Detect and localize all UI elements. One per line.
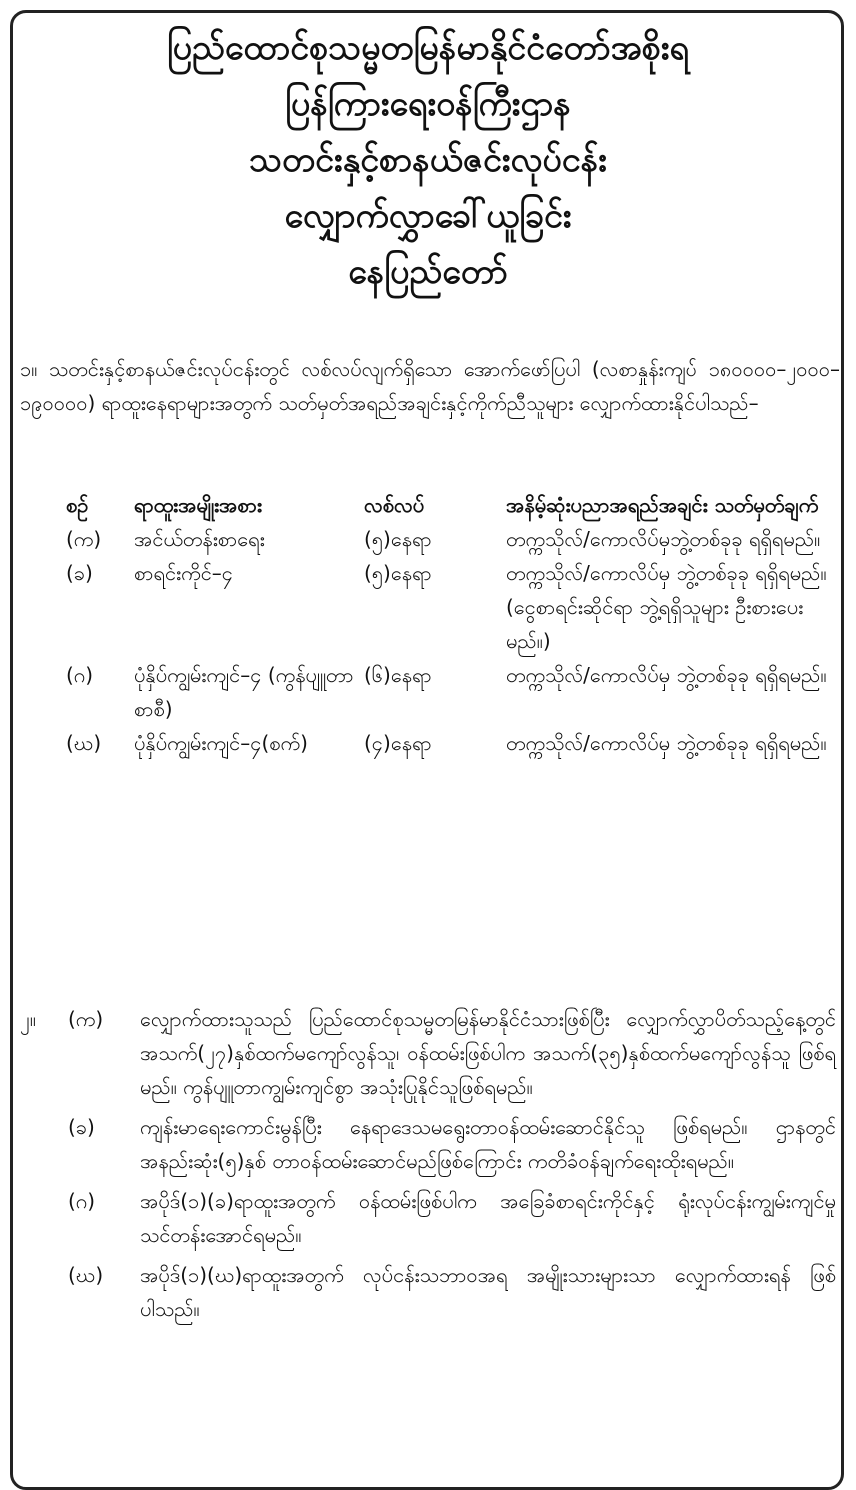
row-vacancy: (၅)နေရာ bbox=[364, 561, 432, 585]
row-no: (ဃ) bbox=[66, 731, 102, 755]
item-label: (က) bbox=[68, 1007, 104, 1031]
government-title: ပြည်ထောင်စုသမ္မတမြန်မာနိုင်ငံတော်အစိုးရ bbox=[166, 28, 690, 68]
row-post: ပုံနှိပ်ကျွမ်းကျင်–၄ (ကွန်ပျူတာစာစီ) bbox=[134, 663, 354, 721]
vacancy-table bbox=[66, 488, 836, 760]
item-label: (ဃ) bbox=[68, 1263, 104, 1287]
row-post: အင်ယ်တန်းစာရေး bbox=[134, 527, 265, 551]
row-vacancy: (၆)နေရာ bbox=[364, 663, 432, 687]
section-2-item bbox=[20, 1184, 840, 1252]
row-qualification: တက္ကသိုလ်/ကောလိပ်မှ ဘွဲ့တစ်ခုခု ရရှိရမည်။ bbox=[506, 731, 827, 755]
table-row bbox=[66, 522, 836, 556]
item-label: (ဂ) bbox=[68, 1189, 96, 1213]
section-number: ၂။ bbox=[20, 1007, 36, 1031]
row-qualification: တက္ကသိုလ်/ကောလိပ်မှဘွဲ့တစ်ခုခု ရရှိရမည်။ bbox=[506, 527, 821, 551]
row-no: (ဂ) bbox=[66, 663, 94, 687]
table-row bbox=[66, 556, 836, 658]
department-title: သတင်းနှင့်စာနယ်ဇင်းလုပ်ငန်း bbox=[249, 140, 607, 180]
intro-text: ၁။ သတင်းနှင့်စာနယ်ဇင်းလုပ်ငန်းတွင် လစ်လပ်လျက်ရှိသော အောက်ဖော်ပြပါ (လစာနှုန်းကျပ် ၁၈၀၀၀၀–၂၀၀၀–၁၉၀၀၀၀) ရာထူးနေရာများအတွက် သတ်မှတ်အရည်အချင်းနှင့်ကိုက်ညီသူများ လျှောက်ထားနိုင်ပါသည်– bbox=[20, 357, 840, 415]
section-2 bbox=[20, 1002, 840, 1326]
col-header-post: ရာထူးအမျိုးအစား bbox=[134, 493, 262, 517]
location-title: နေပြည်တော် bbox=[348, 252, 508, 292]
row-post: ပုံနှိပ်ကျွမ်းကျင်–၄(စက်) bbox=[134, 731, 308, 755]
row-qualification-text: တက္ကသိုလ်/ကောလိပ်မှ ဘွဲ့တစ်ခုခု ရရှိရမည်။ bbox=[506, 561, 827, 585]
table-header-row bbox=[66, 488, 836, 522]
item-text: အပိုဒ်(၁)(ဃ)ရာထူးအတွက် လုပ်ငန်းသဘာဝအရ အမျိုးသားများသာ လျှောက်ထားရန် ဖြစ်ပါသည်။ bbox=[140, 1263, 836, 1321]
notice-header bbox=[0, 20, 856, 300]
row-vacancy: (၄)နေရာ bbox=[364, 731, 432, 755]
row-no: (က) bbox=[66, 527, 102, 551]
row-qualification bbox=[506, 556, 836, 658]
section-2-item bbox=[20, 1110, 840, 1178]
row-post: စာရင်းကိုင်–၄ bbox=[134, 561, 234, 585]
table-row bbox=[66, 726, 836, 760]
intro-paragraph bbox=[20, 352, 840, 420]
row-no: (ခ) bbox=[66, 561, 93, 585]
col-header-qualification: အနိမ့်ဆုံးပညာအရည်အချင်း သတ်မှတ်ချက် bbox=[506, 493, 819, 517]
item-text: အပိုဒ်(၁)(ခ)ရာထူးအတွက် ဝန်ထမ်းဖြစ်ပါက အခြေခံစာရင်းကိုင်နှင့် ရုံးလုပ်ငန်းကျွမ်းကျင်မှု သင်တန်းအောင်ရမည်။ bbox=[140, 1189, 836, 1247]
notice-subject: လျှောက်လွှာခေါ်ယူခြင်း bbox=[284, 196, 572, 236]
row-qualification: တက္ကသိုလ်/ကောလိပ်မှ ဘွဲ့တစ်ခုခု ရရှိရမည်။ bbox=[506, 663, 827, 687]
row-vacancy: (၅)နေရာ bbox=[364, 527, 432, 551]
item-text: ကျန်းမာရေးကောင်းမွန်ပြီး နေရာဒေသမရွေးတာဝန်ထမ်းဆောင်နိုင်သူ ဖြစ်ရမည်။ ဌာနတွင် အနည်းဆုံး(၅)နှစ် တာဝန်ထမ်းဆောင်မည်ဖြစ်ကြောင်း ကတိခံဝန်ချက်ရေးထိုးရမည်။ bbox=[140, 1115, 836, 1173]
row-qualification-note: (ငွေစာရင်းဆိုင်ရာ ဘွဲ့ရရှိသူများ ဦးစားပေးမည်။) bbox=[506, 595, 804, 653]
col-header-vacancy: လစ်လပ် bbox=[364, 493, 425, 517]
col-header-no: စဉ် bbox=[66, 493, 89, 517]
table-row bbox=[66, 658, 836, 726]
section-2-item bbox=[20, 1258, 840, 1326]
section-2-item bbox=[20, 1002, 840, 1104]
ministry-title: ပြန်ကြားရေးဝန်ကြီးဌာန bbox=[285, 84, 571, 124]
item-text: လျှောက်ထားသူသည် ပြည်ထောင်စုသမ္မတမြန်မာနိုင်ငံသားဖြစ်ပြီး လျှောက်လွှာပိတ်သည့်နေ့တွင် အသက်(၂၇)နှစ်ထက်မကျော်လွန်သူ၊ ဝန်ထမ်းဖြစ်ပါက အသက်(၃၅)နှစ်ထက်မကျော်လွန်သူ ဖြစ်ရမည်။ ကွန်ပျူတာကျွမ်းကျင်စွာ အသုံးပြုနိုင်သူဖြစ်ရမည်။ bbox=[140, 1007, 836, 1099]
item-label: (ခ) bbox=[68, 1115, 95, 1139]
